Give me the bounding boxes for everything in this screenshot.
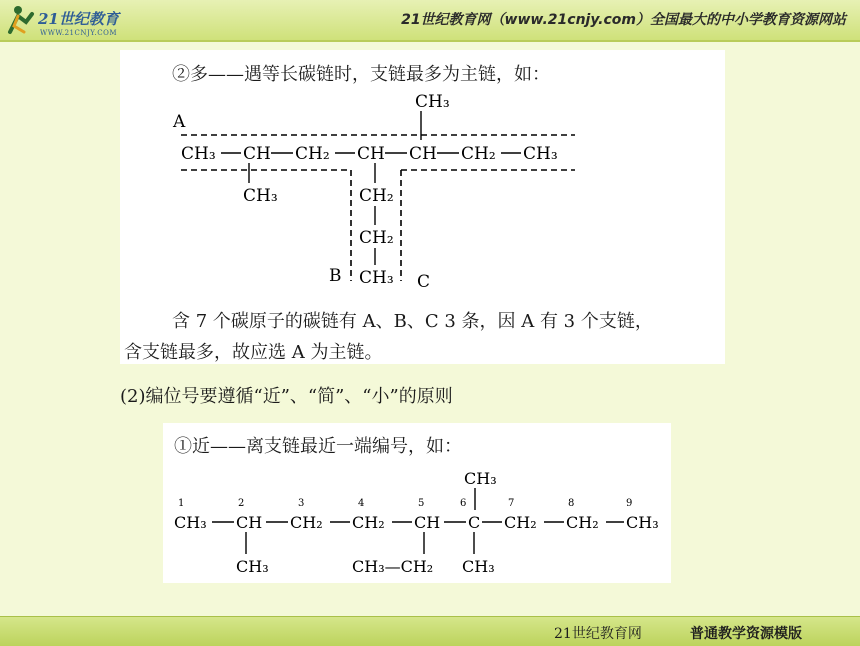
chain-a-4: CH	[357, 144, 385, 164]
down-branch-2: CH₂	[359, 228, 394, 248]
carbon-number: 1	[178, 498, 185, 509]
branch-c6: CH₃	[462, 557, 495, 576]
chain-a-2: CH	[243, 144, 271, 164]
chain-a-5: CH	[409, 144, 437, 164]
carbon-number: 2	[238, 498, 245, 509]
down-branch-1: CH₂	[359, 186, 394, 206]
left-branch: CH₃	[243, 186, 278, 206]
structure-diagram-a	[165, 85, 595, 295]
chain-b-6: C	[468, 513, 481, 532]
header-bar	[0, 0, 860, 42]
chain-b-4: CH₂	[352, 513, 385, 532]
chain-b-5: CH	[414, 513, 441, 532]
top-branch-b: CH₃	[464, 469, 497, 488]
logo-text: 21世纪教育	[38, 10, 119, 28]
site-logo	[4, 2, 154, 38]
carbon-number: 5	[418, 498, 425, 509]
label-c: C	[417, 272, 431, 292]
footer-bar	[0, 616, 860, 646]
chain-b-7: CH₂	[504, 513, 537, 532]
chain-a-6: CH₂	[461, 144, 496, 164]
structure-diagram-b	[170, 462, 670, 580]
branch-c2: CH₃	[236, 557, 269, 576]
label-b: B	[329, 266, 342, 286]
site-title: 21世纪教育网（www.21cnjy.com）全国最大的中小学教育资源网站	[401, 12, 846, 28]
rule-most-text: ②多——遇等长碳链时，支链最多为主链，如：	[172, 64, 550, 85]
explanation-line-2: 含支链最多，故应选 A 为主链。	[124, 342, 383, 363]
chain-a-7: CH₃	[523, 144, 558, 164]
footer-site-name: 21世纪教育网	[554, 626, 642, 642]
footer-template-name: 普通教学资源模版	[690, 626, 802, 642]
top-branch: CH₃	[415, 92, 450, 112]
down-branch-3: CH₃	[359, 268, 394, 288]
carbon-number: 7	[508, 498, 515, 509]
section2-heading: (2)编位号要遵循“近”、“简”、“小”的原则	[120, 386, 453, 407]
chain-a-3: CH₂	[295, 144, 330, 164]
chain-b-8: CH₂	[566, 513, 599, 532]
chain-b-2: CH	[236, 513, 263, 532]
carbon-number: 3	[298, 498, 305, 509]
chain-b-1: CH₃	[174, 513, 207, 532]
logo-subtext: WWW.21CNJY.COM	[40, 29, 117, 37]
explanation-line-1: 含 7 个碳原子的碳链有 A、B、C 3 条，因 A 有 3 个支链，	[172, 311, 653, 332]
carbon-number: 6	[460, 498, 467, 509]
carbon-number: 4	[358, 498, 365, 509]
branch-c5: CH₃—CH₂	[352, 557, 434, 576]
chain-b-9: CH₃	[626, 513, 659, 532]
carbon-number: 8	[568, 498, 575, 509]
rule-near-text: ①近——离支链最近一端编号，如：	[174, 436, 462, 457]
chain-b-3: CH₂	[290, 513, 323, 532]
carbon-number: 9	[626, 498, 633, 509]
runner-icon	[10, 6, 32, 32]
chain-a-1: CH₃	[181, 144, 216, 164]
label-a: A	[173, 112, 186, 132]
